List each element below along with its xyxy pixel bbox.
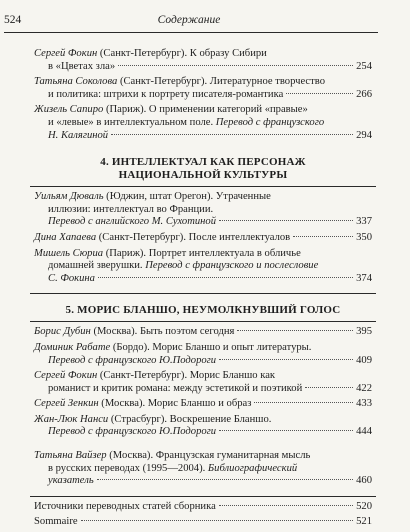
entry-title: Sommaire (34, 516, 78, 528)
entry-title: (Москва). Быть поэтом сегодня (90, 326, 235, 338)
dot-leader (219, 220, 353, 221)
dot-leader (219, 505, 353, 506)
entry-title: (Страсбург). Воскрешение Бланшо. (108, 413, 272, 425)
dot-leader (219, 359, 353, 360)
entry-author: Сергей Зенкин (34, 398, 99, 410)
entry-title: (Москва). Морис Бланшо и образ (98, 398, 252, 410)
entry-page: 422 (356, 382, 372, 394)
entry-subtitle: Библиографический (207, 462, 298, 474)
toc-entry (34, 342, 372, 367)
running-title: Содержание (157, 14, 221, 26)
entry-title: (Санкт-Петербург). Литературное творчество (117, 76, 325, 88)
entry-page: 266 (356, 88, 372, 100)
entry-title: и «левые» в интеллектуальном поле. (48, 116, 216, 128)
dot-leader (97, 479, 353, 480)
entry-title: (Санкт-Петербург). Морис Бланшо как (97, 370, 276, 382)
section-rule (30, 186, 376, 187)
section-heading (34, 304, 372, 317)
section-rule (30, 293, 376, 294)
toc-entry (34, 248, 372, 286)
translator-note: Перевод с французского Ю.Подороги (48, 426, 217, 438)
spacer (34, 442, 372, 450)
entry-author: Жизель Сапиро (34, 104, 104, 116)
entry-title: (Париж). Портрет интеллектуала в обличье (103, 247, 301, 259)
section-heading-line: 4. ИНТЕЛЛЕКТУАЛ КАК ПЕРСОНАЖ (100, 156, 306, 169)
entry-author: Мишель Сюриа (34, 247, 104, 259)
entry-author: Сергей Фокин (34, 48, 98, 59)
dot-leader (81, 520, 354, 521)
toc-entry (34, 398, 372, 411)
page-number: 524 (4, 14, 22, 26)
toc-entry (34, 370, 372, 395)
section-heading-line: 5. МОРИС БЛАНШО, НЕУМОЛКНУВШИЙ ГОЛОС (65, 304, 341, 317)
translator-name: Н. Калягиной (48, 129, 109, 141)
translator-note: Перевод с французского (215, 116, 325, 128)
entry-author: Уильям Дюваль (34, 191, 104, 203)
toc-entry (34, 232, 372, 245)
toc-entry (34, 516, 372, 529)
entry-title: романист и критик романа: между эстетикой и поэтикой (48, 382, 303, 394)
running-header (0, 14, 378, 30)
entry-page: 374 (356, 272, 372, 284)
translator-name: С. Фокина (48, 272, 95, 284)
header-rule (4, 32, 378, 33)
section-rule (30, 321, 376, 322)
entry-title: в русских переводах (1995—2004). (48, 462, 208, 474)
entry-title: в «Цветах зла» (48, 60, 116, 72)
dot-leader (293, 236, 353, 237)
toc-entry (34, 501, 372, 514)
entry-title: (Санкт-Петербург). После интеллектуалов (96, 231, 291, 243)
dot-leader (118, 65, 353, 66)
entry-page: 409 (356, 354, 372, 366)
dot-leader (305, 387, 353, 388)
entry-author: Доминик Рабате (34, 341, 111, 353)
section-rule (30, 496, 376, 497)
entry-title: Источники переводных статей сборника (34, 500, 216, 512)
dot-leader (98, 277, 353, 278)
translator-note: Перевод с английского М. Сухотиной (48, 216, 216, 228)
translator-note: Перевод с французского Ю.Подороги (48, 354, 217, 366)
entry-title: (Санкт-Петербург). К образу Сибири (97, 48, 267, 59)
entry-author: Татьяна Соколова (34, 76, 118, 88)
toc-entry (34, 76, 372, 101)
entry-subtitle: указатель (48, 475, 94, 487)
table-of-contents (34, 48, 372, 532)
toc-entry (34, 48, 372, 73)
entry-title: (Париж). О применении категорий «правые» (103, 104, 308, 116)
entry-page: 444 (356, 426, 372, 438)
toc-entry (34, 414, 372, 439)
dot-leader (237, 330, 353, 331)
entry-title: иллюзии: интеллектуал во Франции. (48, 203, 214, 215)
entry-page: 460 (356, 475, 372, 487)
entry-title: (Юджин, штат Орегон). Утраченные (103, 191, 271, 203)
entry-page: 520 (356, 500, 372, 512)
entry-page: 294 (356, 129, 372, 141)
entry-author: Борис Дубин (34, 326, 91, 338)
entry-title: домашней зверушки. (48, 260, 146, 272)
section-heading (34, 156, 372, 182)
entry-page: 521 (356, 516, 372, 528)
toc-entry (34, 191, 372, 229)
entry-author: Жан-Люк Нанси (34, 413, 109, 425)
section-heading-line: НАЦИОНАЛЬНОЙ КУЛЬТУРЫ (118, 169, 288, 182)
entry-page: 350 (356, 231, 372, 243)
translator-note: Перевод с французского и послесловие (145, 260, 319, 272)
dot-leader (254, 402, 353, 403)
entry-author: Татьяна Вайзер (34, 450, 107, 462)
dot-leader (219, 430, 353, 431)
entry-author: Сергей Фокин (34, 370, 98, 382)
toc-entry (34, 450, 372, 488)
entry-page: 254 (356, 60, 372, 72)
dot-leader (286, 93, 353, 94)
toc-entry (34, 326, 372, 339)
entry-title: (Бордо). Морис Бланшо и опыт литературы. (110, 341, 312, 353)
entry-page: 337 (356, 216, 372, 228)
toc-entry (34, 104, 372, 142)
entry-title: и политика: штрихи к портрету писателя-романтика (48, 88, 284, 100)
entry-title: (Москва). Французская гуманитарная мысль (106, 450, 311, 462)
entry-page: 433 (356, 398, 372, 410)
entry-author: Дина Хапаева (34, 231, 97, 243)
dot-leader (111, 134, 353, 135)
entry-page: 395 (356, 326, 372, 338)
